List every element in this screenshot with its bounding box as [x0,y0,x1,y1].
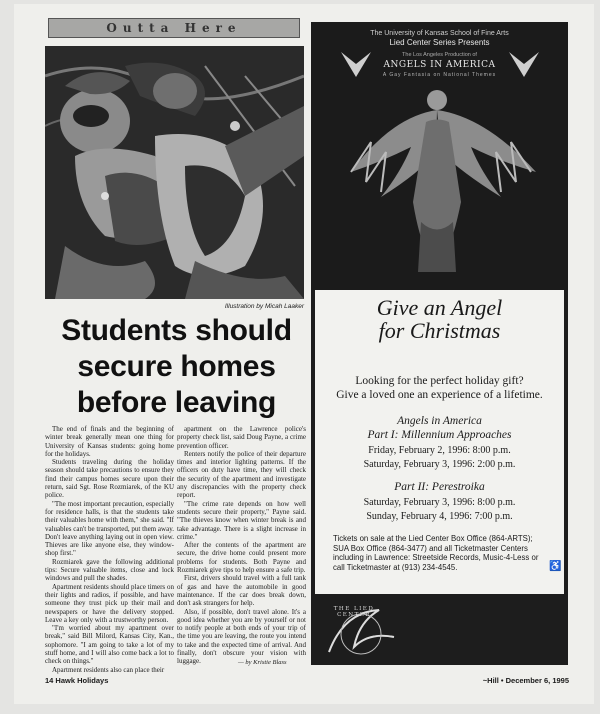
ad-headline-line: for Christmas [378,318,501,343]
illustration-credit: Illustration by Micah Laaker [224,303,304,310]
paragraph: Apartment residents also can place their [52,665,165,674]
paragraph: Students traveling during the holiday season should take precautions to ensure they find their campus homes secure upon their return, said Sgt. Rose Rozmiarek, of the KU police. [45,458,174,500]
burglar-illustration-icon [45,46,304,299]
headline-line: Students should [61,314,292,347]
article-column-2 [177,425,306,666]
ad-show-title: ANGELS IN AMERICA [383,60,496,70]
ad-show-tag: The Los Angeles Production of [402,52,477,58]
byline: — by Kristie Blass [238,659,287,666]
paragraph: Rozmiarek gave the following additional tips: Secure valuable items, close and lock windows and pull the shades. [45,557,174,583]
paragraph: After the contents of the apartment are secure, the drive home could present more problems for students. Both Payne and Rozmiarek give tips to help ensure a safe trip. [177,541,306,575]
ad-lead [315,374,564,402]
ad-part2-date: Saturday, February 3, 1996: 8:00 p.m. [363,497,516,508]
ad-angel-photo [311,22,568,290]
ad-part1-date: Friday, February 2, 1996: 8:00 p.m. [368,445,511,456]
paragraph: "The crime rate depends on how well students secure their property," Payne said. "The thieves know when winter break is and take advantage. There is a slight increase in crime." [177,499,306,541]
paragraph: Renters notify the police of their departure times and interior lighting patterns. If the officers on duty have time, they will check the security of the apartment and investigate any discrepancies with the property check report. [177,449,306,500]
paragraph: "I'm worried about my apartment over break," said Bill Milord, Kansas City, Kan., sophomore. "I am going to take a lot of my stuff home, and I will also come back a lot to check on things." [45,624,174,666]
article-column-1 [45,425,174,674]
ad-presenter-1: The University of Kansas School of Fine Arts [370,30,509,37]
ad-part2-date: Sunday, February 4, 1996: 7:00 p.m. [366,511,513,522]
lied-center-logo-text: THE LIED CENTER [333,606,375,618]
ad-info-panel [315,290,564,594]
advertisement [311,22,568,665]
article-illustration [45,46,304,299]
ad-part2-title: Part II: Perestroika [394,481,485,493]
paragraph: apartment on the Lawrence police's property check list, said Doug Payne, a crime prevention officer. [177,425,306,450]
ad-ticket-info: Tickets on sale at the Lied Center Box Office (864-ARTS); SUA Box Office (864-3477) and all Ticketmaster Centers including in Lawrence: Streetside Records, Music-4-Less or call Ticketmaster at (913) 234-4545. [333,534,539,572]
ad-headline [315,296,564,342]
headline-line: secure homes [77,350,276,383]
article-headline [44,313,309,421]
folio-left: 14 Hawk Holidays [45,676,109,685]
wheelchair-icon: ♿ [549,561,562,572]
paragraph: Apartment residents should place timers on their lights and radios, if possible, and have someone they trust pick up their mail and newspapers or have the delivery stopped. Leave a key only with a trustworthy person. [45,582,174,624]
headline-line: before leaving [76,386,277,419]
ad-presenter-2: Lied Center Series Presents [389,38,490,47]
section-banner: Outta Here [48,18,300,38]
ad-show-subtitle: A Gay Fantasia on National Themes [382,72,497,78]
paragraph: Also, if possible, don't travel alone. It's a good idea whether you are by yourself or not to notify people at both ends of your trip of the time you are leaving, the route you intend to take and the expected time of arrival. And finally, don't obscure your vision with luggage. [177,607,306,666]
ad-lead-line: Looking for the perfect holiday gift? [355,375,524,387]
ad-part1-title: Part I: Millennium Approaches [367,429,512,441]
ad-part1-date: Saturday, February 3, 1996: 2:00 p.m. [363,459,516,470]
ad-lead-line: Give a loved one an experience of a lifetime. [336,389,543,401]
paragraph: First, drivers should travel with a full tank of gas and have the automobile in good maintenance. If the car does break down, don't ask strangers for help. [177,574,306,608]
ad-play-title: Angels in America [397,415,482,427]
paragraph: The end of finals and the beginning of winter break generally mean one thing for University of Kansas students: going home for the holidays. [45,425,174,458]
folio-right: ~Hill • December 6, 1995 [482,676,569,685]
ad-headline-line: Give an Angel [376,295,503,320]
paragraph: "The most important precaution, especially for residence halls, is that the students take their valuables home with them," she said. "If valuables can't be transported, put them away. Don't leave anything laying out in open view. Thieves are like anyone else, they window-shop first." [45,499,174,558]
